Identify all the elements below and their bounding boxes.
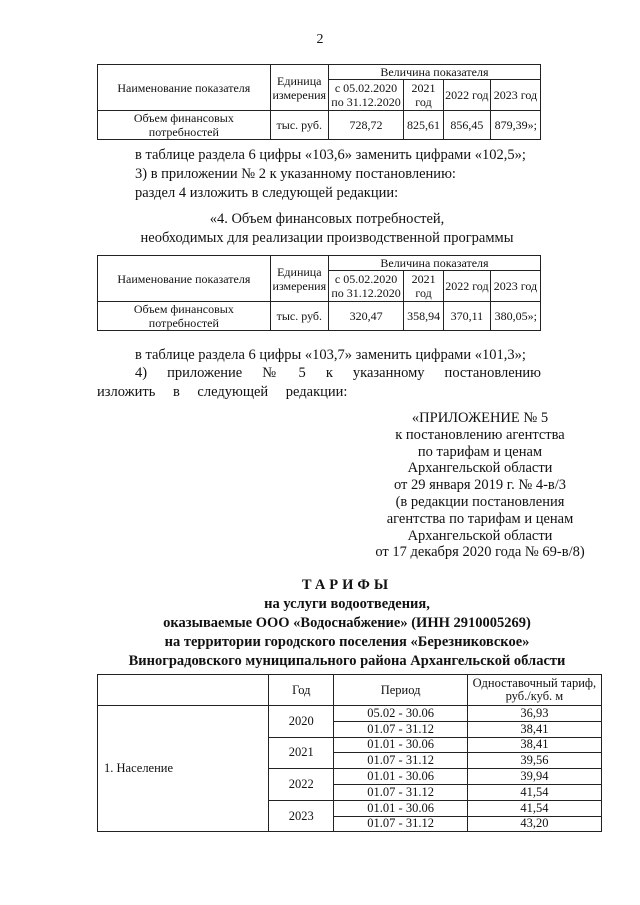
value-cell: 728,72 [328,111,403,140]
year-header: Год [269,675,334,706]
tariff-title-line: Виноградовского муниципального района Архангельской области [128,653,566,669]
period-cell: 01.01 - 30.06 [334,769,467,785]
paragraph: раздел 4 изложить в следующей редакции: [135,185,399,201]
period-cell: 01.07 - 31.12 [334,784,467,800]
row-unit: тыс. руб. [270,111,328,140]
tariff-title-line: оказываемые ООО «Водоснабжение» (ИНН 2910005269) [163,615,531,631]
year-cell: 2023 [269,800,334,832]
year-cell: 2022 [269,769,334,801]
tariff-heading: ТАРИФЫ [301,577,393,593]
category-cell: 1. Население [98,706,269,832]
appendix-line: Архангельской области [407,460,553,477]
appendix-line: от 17 декабря 2020 года № 69-в/8) [375,544,585,561]
row-name: Объем финансовых потребностей [98,302,271,331]
tariff-header: Одноставочный тариф, руб./куб. м [467,675,601,706]
period-cell: 01.07 - 31.12 [334,816,467,832]
paragraph: 3) в приложении № 2 к указанному постановлению: [135,166,456,182]
tariff-title-line: на услуги водоотведения, [264,596,430,612]
tariff-cell: 38,41 [467,737,601,753]
period-header: 2023 год [490,271,540,302]
col-value-header: Величина показателя [328,65,540,80]
tariff-cell: 43,20 [467,816,601,832]
tariff-cell: 36,93 [467,706,601,722]
appendix-line: Архангельской области [407,527,553,544]
period-header: 2023 год [490,80,540,111]
value-cell: 879,39»; [490,111,540,140]
financial-needs-table-1 [97,64,541,140]
tariff-table [97,674,602,832]
period-cell: 05.02 - 30.06 [334,706,467,722]
value-cell: 358,94 [404,302,444,331]
appendix-line: (в редакции постановления [395,493,565,510]
tariff-title-block [97,576,597,671]
tariff-title-line: на территории городского поселения «Березниковское» [164,634,530,650]
col-unit-header: Единица измерения [270,256,328,302]
value-cell: 320,47 [328,302,403,331]
section-title: «4. Объем финансовых потребностей, [209,211,445,227]
paragraph: в таблице раздела 6 цифры «103,6» заменить цифрами «102,5»; [135,147,526,163]
period-cell: 01.01 - 30.06 [334,800,467,816]
period-header: с 05.02.2020 по 31.12.2020 [328,80,403,111]
tariff-cell: 39,56 [467,753,601,769]
paragraph: в таблице раздела 6 цифры «103,7» заменить цифрами «101,3»; [135,347,526,363]
value-cell: 380,05»; [490,302,540,331]
table-row [98,706,602,722]
period-cell: 01.01 - 30.06 [334,737,467,753]
value-cell: 370,11 [443,302,490,331]
category-header [98,675,269,706]
col-name-header: Наименование показателя [98,256,271,302]
period-header: 2022 год [443,271,490,302]
tariff-cell: 41,54 [467,800,601,816]
col-name-header: Наименование показателя [98,65,271,111]
tariff-cell: 39,94 [467,769,601,785]
period-header: с 05.02.2020 по 31.12.2020 [328,271,403,302]
value-cell: 825,61 [404,111,444,140]
period-header: 2021 год [404,271,444,302]
section-title: необходимых для реализации производственной программы [140,230,514,246]
appendix-line: от 29 января 2019 г. № 4-в/3 [393,477,567,494]
year-cell: 2021 [269,737,334,769]
period-cell: 01.07 - 31.12 [334,721,467,737]
financial-needs-table-2 [97,255,541,331]
col-value-header: Величина показателя [328,256,540,271]
appendix-line: по тарифам и ценам [417,443,543,460]
appendix-block [360,410,600,561]
value-cell: 856,45 [443,111,490,140]
period-header: 2022 год [443,80,490,111]
row-unit: тыс. руб. [270,302,328,331]
tariff-cell: 38,41 [467,721,601,737]
tariff-cell: 41,54 [467,784,601,800]
period-header: Период [334,675,467,706]
appendix-line: к постановлению агентства [395,426,565,443]
col-unit-header: Единица измерения [270,65,328,111]
page-number: 2 [316,32,324,47]
period-cell: 01.07 - 31.12 [334,753,467,769]
appendix-line: агентства по тарифам и ценам [386,510,574,527]
paragraph: 4) приложение № 5 к указанному постановлению изложить в следующей редакции: [97,365,541,400]
appendix-line: «ПРИЛОЖЕНИЕ № 5 [411,410,549,426]
row-name: Объем финансовых потребностей [98,111,271,140]
period-header: 2021 год [404,80,444,111]
year-cell: 2020 [269,706,334,738]
